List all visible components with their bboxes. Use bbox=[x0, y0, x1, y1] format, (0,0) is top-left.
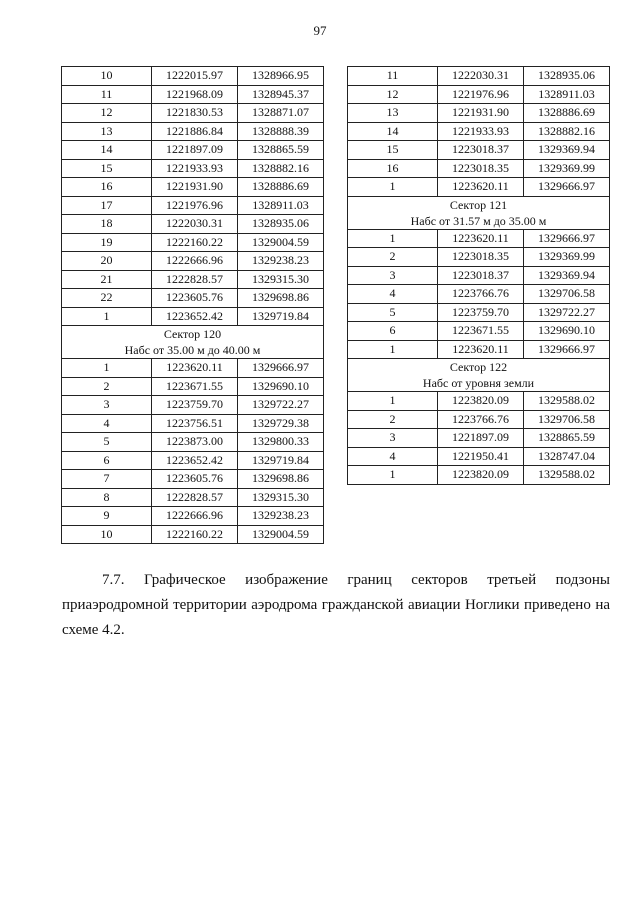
table-row bbox=[348, 303, 610, 322]
y-coordinate-cell: 1328865.59 bbox=[524, 429, 610, 448]
y-coordinate-cell: 1329706.58 bbox=[524, 285, 610, 304]
y-coordinate-cell: 1328945.37 bbox=[238, 85, 324, 104]
x-coordinate-cell: 1223605.76 bbox=[152, 289, 238, 308]
point-number-cell: 1 bbox=[62, 307, 152, 326]
x-coordinate-cell: 1223766.76 bbox=[438, 285, 524, 304]
table-row bbox=[348, 447, 610, 466]
y-coordinate-cell: 1328935.06 bbox=[524, 67, 610, 86]
y-coordinate-cell: 1329666.97 bbox=[524, 229, 610, 248]
x-coordinate-cell: 1222666.96 bbox=[152, 252, 238, 271]
page-number: 97 bbox=[313, 23, 327, 38]
y-coordinate-cell: 1329315.30 bbox=[238, 270, 324, 289]
coordinates-table-right bbox=[347, 66, 610, 485]
x-coordinate-cell: 1221933.93 bbox=[152, 159, 238, 178]
y-coordinate-cell: 1329800.33 bbox=[238, 433, 324, 452]
y-coordinate-cell: 1329238.23 bbox=[238, 507, 324, 526]
point-number-cell: 5 bbox=[62, 433, 152, 452]
y-coordinate-cell: 1329004.59 bbox=[238, 233, 324, 252]
table-row bbox=[348, 178, 610, 197]
y-coordinate-cell: 1328966.95 bbox=[238, 67, 324, 86]
point-number-cell: 2 bbox=[348, 410, 438, 429]
point-number-cell: 4 bbox=[348, 447, 438, 466]
point-number-cell: 1 bbox=[348, 466, 438, 485]
table-row bbox=[348, 466, 610, 485]
x-coordinate-cell: 1223605.76 bbox=[152, 470, 238, 489]
point-number-cell: 15 bbox=[348, 141, 438, 160]
table-row bbox=[62, 85, 324, 104]
y-coordinate-cell: 1329369.94 bbox=[524, 141, 610, 160]
table-row bbox=[348, 122, 610, 141]
table-row bbox=[62, 289, 324, 308]
section-paragraph: 7.7. Графическое изображение границ секторов третьей подзоны приаэродромной территории аэродрома гражданской авиации Ноглики приведено на схеме 4.2. bbox=[62, 572, 610, 638]
table-row bbox=[62, 488, 324, 507]
y-coordinate-cell: 1328911.03 bbox=[524, 85, 610, 104]
sector-height-range: Набс от 35.00 м до 40.00 м bbox=[124, 343, 261, 357]
table-row bbox=[348, 340, 610, 359]
table-row bbox=[62, 270, 324, 289]
x-coordinate-cell: 1221931.90 bbox=[152, 178, 238, 197]
y-coordinate-cell: 1328935.06 bbox=[238, 215, 324, 234]
x-coordinate-cell: 1223018.35 bbox=[438, 159, 524, 178]
y-coordinate-cell: 1328886.69 bbox=[524, 104, 610, 123]
point-number-cell: 13 bbox=[62, 122, 152, 141]
x-coordinate-cell: 1221968.09 bbox=[152, 85, 238, 104]
y-coordinate-cell: 1329722.27 bbox=[524, 303, 610, 322]
point-number-cell: 1 bbox=[348, 392, 438, 411]
point-number-cell: 4 bbox=[62, 414, 152, 433]
table-row bbox=[348, 104, 610, 123]
x-coordinate-cell: 1223759.70 bbox=[152, 396, 238, 415]
point-number-cell: 1 bbox=[348, 178, 438, 197]
point-number-cell: 16 bbox=[348, 159, 438, 178]
point-number-cell: 10 bbox=[62, 67, 152, 86]
point-number-cell: 14 bbox=[62, 141, 152, 160]
y-coordinate-cell: 1328888.39 bbox=[238, 122, 324, 141]
sector-title: Сектор 120 bbox=[163, 327, 222, 341]
sector-title: Сектор 121 bbox=[449, 197, 508, 212]
point-number-cell: 6 bbox=[348, 322, 438, 341]
y-coordinate-cell: 1329238.23 bbox=[238, 252, 324, 271]
x-coordinate-cell: 1223620.11 bbox=[438, 229, 524, 248]
table-row bbox=[348, 429, 610, 448]
point-number-cell: 8 bbox=[62, 488, 152, 507]
point-number-cell: 2 bbox=[62, 377, 152, 396]
x-coordinate-cell: 1223820.09 bbox=[438, 392, 524, 411]
y-coordinate-cell: 1328882.16 bbox=[524, 122, 610, 141]
point-number-cell: 12 bbox=[348, 85, 438, 104]
table-row bbox=[62, 307, 324, 326]
table-row bbox=[62, 470, 324, 489]
table-row bbox=[62, 414, 324, 433]
table-row bbox=[348, 85, 610, 104]
x-coordinate-cell: 1223018.35 bbox=[438, 248, 524, 267]
table-row bbox=[62, 233, 324, 252]
table-row bbox=[62, 178, 324, 197]
x-coordinate-cell: 1221886.84 bbox=[152, 122, 238, 141]
x-coordinate-cell: 1222015.97 bbox=[152, 67, 238, 86]
y-coordinate-cell: 1329666.97 bbox=[524, 340, 610, 359]
point-number-cell: 6 bbox=[62, 451, 152, 470]
x-coordinate-cell: 1222666.96 bbox=[152, 507, 238, 526]
table-row bbox=[62, 525, 324, 544]
point-number-cell: 1 bbox=[62, 359, 152, 378]
x-coordinate-cell: 1222160.22 bbox=[152, 233, 238, 252]
y-coordinate-cell: 1329369.94 bbox=[524, 266, 610, 285]
x-coordinate-cell: 1223620.11 bbox=[152, 359, 238, 378]
x-coordinate-cell: 1223671.55 bbox=[438, 322, 524, 341]
point-number-cell: 3 bbox=[348, 429, 438, 448]
table-row bbox=[62, 433, 324, 452]
sector-title: Сектор 122 bbox=[449, 360, 508, 374]
sector-height-range: Набс от уровня земли bbox=[422, 376, 535, 390]
table-row bbox=[348, 159, 610, 178]
x-coordinate-cell: 1221897.09 bbox=[152, 141, 238, 160]
x-coordinate-cell: 1222828.57 bbox=[152, 270, 238, 289]
y-coordinate-cell: 1329729.38 bbox=[238, 414, 324, 433]
y-coordinate-cell: 1329666.97 bbox=[238, 359, 324, 378]
table-row bbox=[62, 196, 324, 215]
point-number-cell: 9 bbox=[62, 507, 152, 526]
point-number-cell: 21 bbox=[62, 270, 152, 289]
y-coordinate-cell: 1328865.59 bbox=[238, 141, 324, 160]
y-coordinate-cell: 1329666.97 bbox=[524, 178, 610, 197]
x-coordinate-cell: 1221933.93 bbox=[438, 122, 524, 141]
y-coordinate-cell: 1329698.86 bbox=[238, 289, 324, 308]
point-number-cell: 19 bbox=[62, 233, 152, 252]
point-number-cell: 11 bbox=[348, 67, 438, 86]
y-coordinate-cell: 1329588.02 bbox=[524, 392, 610, 411]
y-coordinate-cell: 1329719.84 bbox=[238, 307, 324, 326]
table-row bbox=[62, 104, 324, 123]
sector-header-cell bbox=[348, 359, 610, 392]
x-coordinate-cell: 1222030.31 bbox=[438, 67, 524, 86]
x-coordinate-cell: 1223652.42 bbox=[152, 307, 238, 326]
table-row bbox=[62, 451, 324, 470]
table-row bbox=[348, 410, 610, 429]
x-coordinate-cell: 1223759.70 bbox=[438, 303, 524, 322]
point-number-cell: 11 bbox=[62, 85, 152, 104]
x-coordinate-cell: 1222828.57 bbox=[152, 488, 238, 507]
x-coordinate-cell: 1223018.37 bbox=[438, 266, 524, 285]
y-coordinate-cell: 1329004.59 bbox=[238, 525, 324, 544]
point-number-cell: 1 bbox=[348, 340, 438, 359]
sector-header-cell bbox=[348, 196, 610, 229]
y-coordinate-cell: 1328911.03 bbox=[238, 196, 324, 215]
y-coordinate-cell: 1329690.10 bbox=[524, 322, 610, 341]
y-coordinate-cell: 1329698.86 bbox=[238, 470, 324, 489]
x-coordinate-cell: 1221830.53 bbox=[152, 104, 238, 123]
point-number-cell: 3 bbox=[62, 396, 152, 415]
point-number-cell: 12 bbox=[62, 104, 152, 123]
point-number-cell: 2 bbox=[348, 248, 438, 267]
y-coordinate-cell: 1329369.99 bbox=[524, 159, 610, 178]
point-number-cell: 17 bbox=[62, 196, 152, 215]
y-coordinate-cell: 1329722.27 bbox=[238, 396, 324, 415]
sector-header-row bbox=[62, 326, 324, 359]
point-number-cell: 7 bbox=[62, 470, 152, 489]
point-number-cell: 10 bbox=[62, 525, 152, 544]
x-coordinate-cell: 1222030.31 bbox=[152, 215, 238, 234]
y-coordinate-cell: 1329719.84 bbox=[238, 451, 324, 470]
x-coordinate-cell: 1223620.11 bbox=[438, 340, 524, 359]
x-coordinate-cell: 1221931.90 bbox=[438, 104, 524, 123]
table-row bbox=[348, 322, 610, 341]
point-number-cell: 1 bbox=[348, 229, 438, 248]
table-row bbox=[348, 229, 610, 248]
point-number-cell: 22 bbox=[62, 289, 152, 308]
x-coordinate-cell: 1223620.11 bbox=[438, 178, 524, 197]
x-coordinate-cell: 1221976.96 bbox=[438, 85, 524, 104]
table-row bbox=[348, 266, 610, 285]
table-row bbox=[62, 141, 324, 160]
sector-height-range: Набс от 31.57 м до 35.00 м bbox=[410, 213, 547, 228]
y-coordinate-cell: 1328882.16 bbox=[238, 159, 324, 178]
table-row bbox=[62, 122, 324, 141]
table-row bbox=[62, 252, 324, 271]
x-coordinate-cell: 1223018.37 bbox=[438, 141, 524, 160]
table-row bbox=[348, 141, 610, 160]
x-coordinate-cell: 1223671.55 bbox=[152, 377, 238, 396]
x-coordinate-cell: 1223766.76 bbox=[438, 410, 524, 429]
table-row bbox=[348, 248, 610, 267]
table-row bbox=[348, 285, 610, 304]
table-row bbox=[348, 392, 610, 411]
table-row bbox=[62, 359, 324, 378]
point-number-cell: 3 bbox=[348, 266, 438, 285]
table-row bbox=[62, 215, 324, 234]
sector-header-cell bbox=[62, 326, 324, 359]
x-coordinate-cell: 1221897.09 bbox=[438, 429, 524, 448]
y-coordinate-cell: 1329315.30 bbox=[238, 488, 324, 507]
x-coordinate-cell: 1223756.51 bbox=[152, 414, 238, 433]
x-coordinate-cell: 1222160.22 bbox=[152, 525, 238, 544]
table-row bbox=[62, 507, 324, 526]
point-number-cell: 14 bbox=[348, 122, 438, 141]
point-number-cell: 13 bbox=[348, 104, 438, 123]
point-number-cell: 20 bbox=[62, 252, 152, 271]
y-coordinate-cell: 1329588.02 bbox=[524, 466, 610, 485]
x-coordinate-cell: 1223652.42 bbox=[152, 451, 238, 470]
y-coordinate-cell: 1328747.04 bbox=[524, 447, 610, 466]
y-coordinate-cell: 1328871.07 bbox=[238, 104, 324, 123]
y-coordinate-cell: 1328886.69 bbox=[238, 178, 324, 197]
sector-header-row bbox=[348, 196, 610, 229]
coordinates-table-left bbox=[61, 66, 324, 544]
table-row bbox=[348, 67, 610, 86]
y-coordinate-cell: 1329690.10 bbox=[238, 377, 324, 396]
point-number-cell: 4 bbox=[348, 285, 438, 304]
table-row bbox=[62, 67, 324, 86]
point-number-cell: 16 bbox=[62, 178, 152, 197]
table-row bbox=[62, 396, 324, 415]
table-row bbox=[62, 377, 324, 396]
x-coordinate-cell: 1223873.00 bbox=[152, 433, 238, 452]
sector-header-row bbox=[348, 359, 610, 392]
point-number-cell: 5 bbox=[348, 303, 438, 322]
y-coordinate-cell: 1329369.99 bbox=[524, 248, 610, 267]
point-number-cell: 15 bbox=[62, 159, 152, 178]
y-coordinate-cell: 1329706.58 bbox=[524, 410, 610, 429]
table-row bbox=[62, 159, 324, 178]
x-coordinate-cell: 1221976.96 bbox=[152, 196, 238, 215]
point-number-cell: 18 bbox=[62, 215, 152, 234]
x-coordinate-cell: 1223820.09 bbox=[438, 466, 524, 485]
x-coordinate-cell: 1221950.41 bbox=[438, 447, 524, 466]
